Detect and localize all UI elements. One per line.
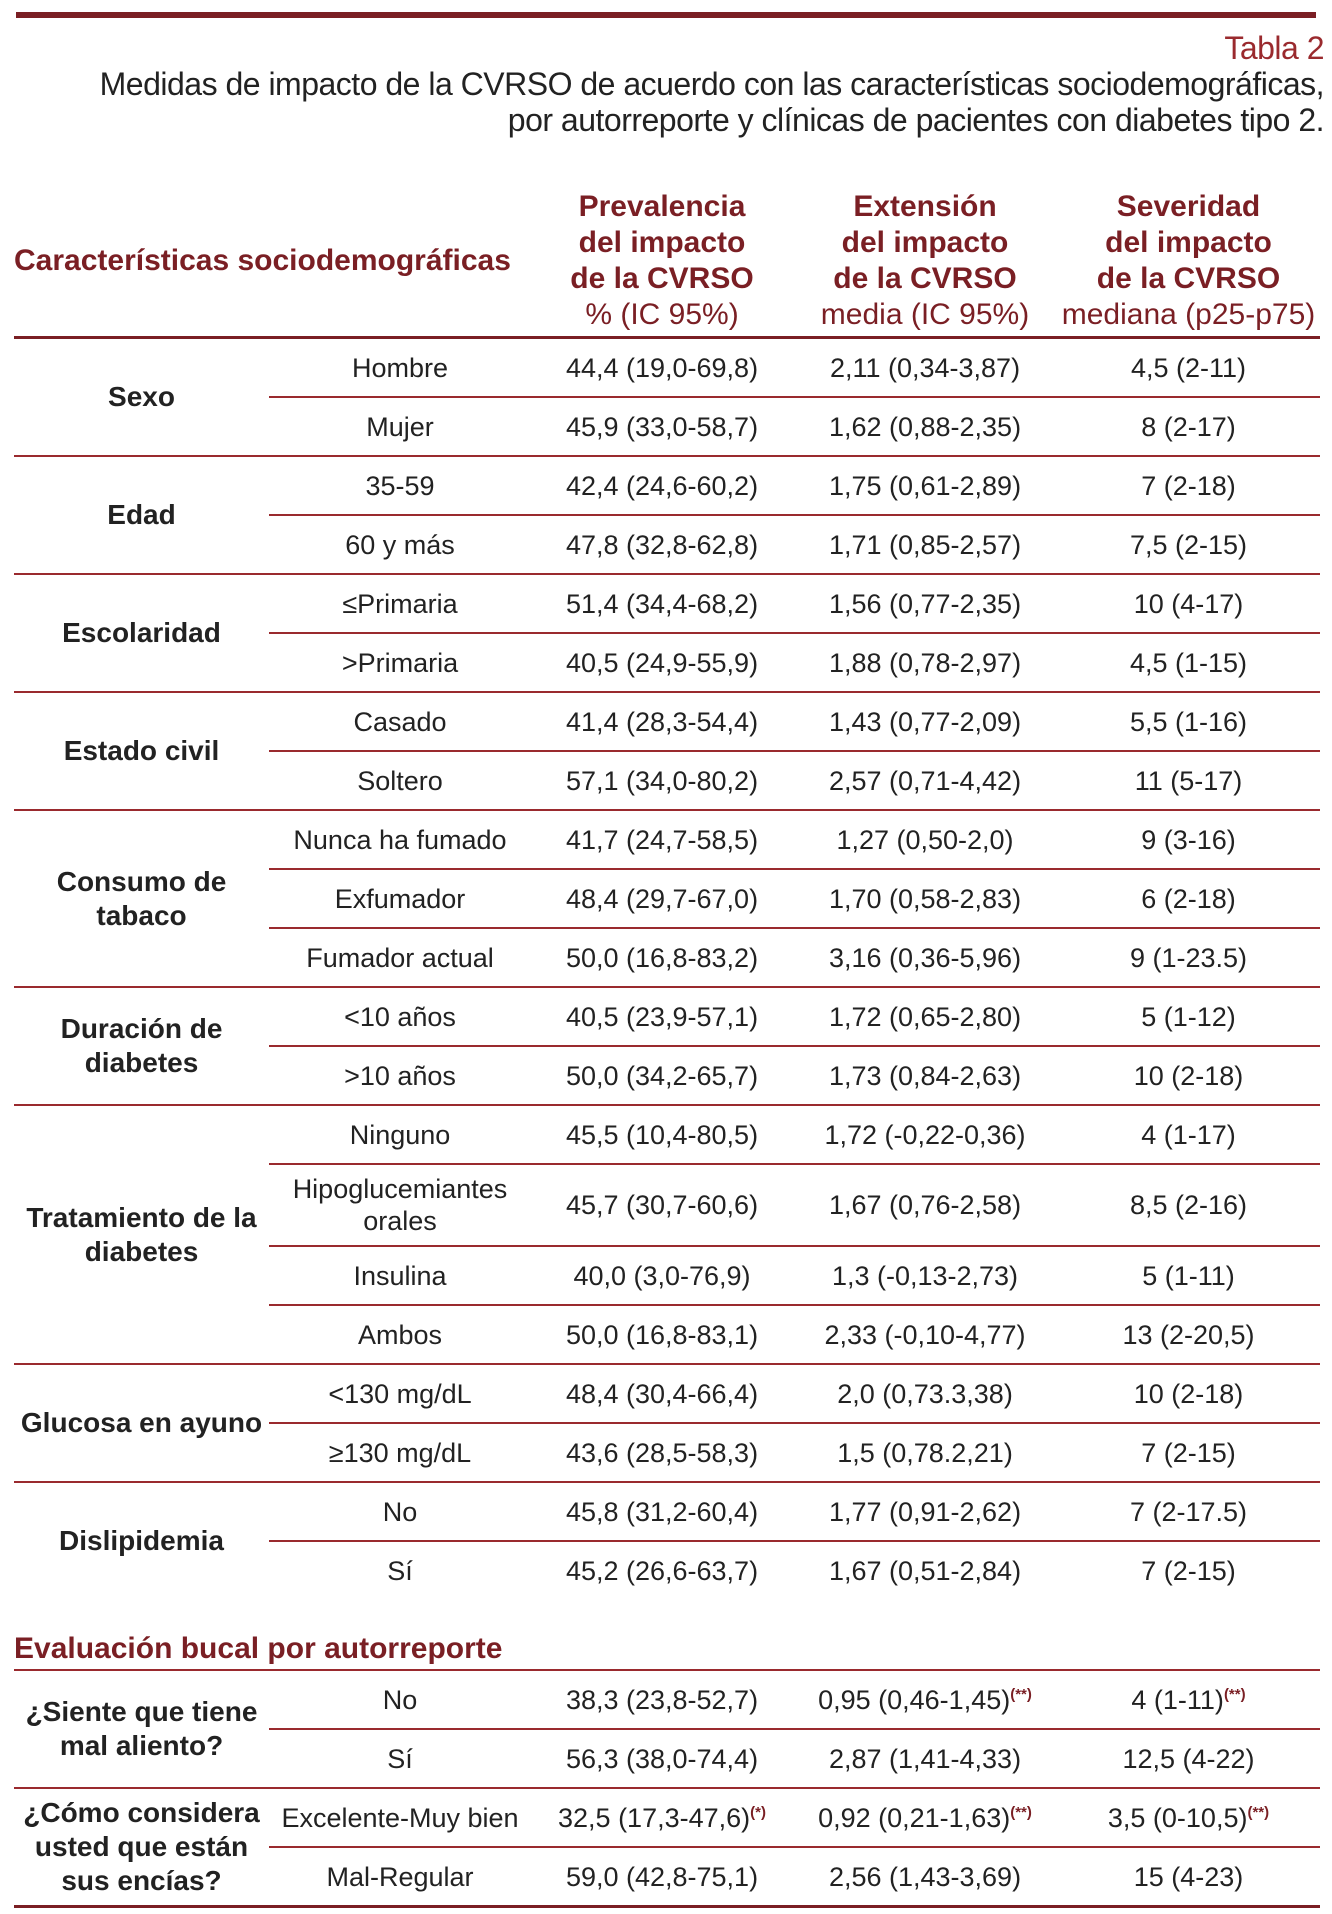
subcategory-cell: Excelente-Muy bien [269, 1788, 531, 1847]
severity-cell: 7 (2-17.5) [1057, 1482, 1320, 1541]
sociodemographic-label: Duración de diabetes [14, 987, 269, 1105]
subcategory-cell: Sí [269, 1541, 531, 1599]
subcategory-cell: Nunca ha fumado [269, 810, 531, 869]
prevalence-cell: 40,5 (24,9-55,9) [531, 633, 793, 692]
header-prevalence: Prevalencia del impacto de la CVRSO % (IC 95%) [531, 186, 793, 338]
subcategory-cell: Insulina [269, 1246, 531, 1305]
subcategory-cell: Sí [269, 1729, 531, 1788]
prevalence-cell: 50,0 (34,2-65,7) [531, 1046, 793, 1105]
table-number: Tabla 2 [1224, 30, 1324, 66]
header-row [14, 186, 1320, 338]
severity-cell: 7 (2-18) [1057, 456, 1320, 515]
prevalence-cell: 45,7 (30,7-60,6) [531, 1164, 793, 1246]
severity-cell: 7 (2-15) [1057, 1423, 1320, 1482]
top-rule [16, 12, 1316, 18]
sociodemographic-row [14, 1482, 1320, 1541]
severity-cell: 6 (2-18) [1057, 869, 1320, 928]
header-severity: Severidad del impacto de la CVRSO mediana (p25-p75) [1057, 186, 1320, 338]
extension-cell: 3,16 (0,36-5,96) [793, 928, 1057, 987]
sociodemographic-row [14, 810, 1320, 869]
subcategory-cell: ≤Primaria [269, 574, 531, 633]
severity-cell: 9 (1-23.5) [1057, 928, 1320, 987]
significance-mark: (**) [1247, 1803, 1270, 1821]
extension-cell: 1,71 (0,85-2,57) [793, 515, 1057, 574]
severity-cell: 9 (3-16) [1057, 810, 1320, 869]
extension-cell: 1,3 (-0,13-2,73) [793, 1246, 1057, 1305]
sociodemographic-label: Glucosa en ayuno [14, 1364, 269, 1482]
prevalence-cell: 51,4 (34,4-68,2) [531, 574, 793, 633]
extension-cell: 1,70 (0,58-2,83) [793, 869, 1057, 928]
significance-mark: (**) [1010, 1803, 1032, 1821]
table-body [14, 338, 1320, 1907]
extension-cell: 2,11 (0,34-3,87) [793, 338, 1057, 398]
sociodemographic-label: Dislipidemia [14, 1482, 269, 1599]
subcategory-cell: >10 años [269, 1046, 531, 1105]
extension-cell: 2,57 (0,71-4,42) [793, 751, 1057, 810]
prevalence-cell: 56,3 (38,0-74,4) [531, 1729, 793, 1788]
sociodemographic-label: Sexo [14, 338, 269, 457]
section-row [14, 1599, 1320, 1670]
severity-cell: 3,5 (0-10,5)(**) [1057, 1788, 1320, 1847]
prevalence-cell: 43,6 (28,5-58,3) [531, 1423, 793, 1482]
extension-cell: 1,72 (0,65-2,80) [793, 987, 1057, 1046]
prevalence-cell: 45,2 (26,6-63,7) [531, 1541, 793, 1599]
extension-cell: 1,43 (0,77-2,09) [793, 692, 1057, 751]
header-characteristics: Características sociodemográficas [14, 244, 511, 277]
severity-cell: 10 (2-18) [1057, 1046, 1320, 1105]
prevalence-cell: 57,1 (34,0-80,2) [531, 751, 793, 810]
sociodemographic-label: Consumo de tabaco [14, 810, 269, 987]
significance-mark: (**) [1223, 1685, 1246, 1703]
severity-cell: 7 (2-15) [1057, 1541, 1320, 1599]
prevalence-cell: 40,5 (23,9-57,1) [531, 987, 793, 1046]
subcategory-cell: <10 años [269, 987, 531, 1046]
subcategory-cell: Casado [269, 692, 531, 751]
severity-cell: 8,5 (2-16) [1057, 1164, 1320, 1246]
subcategory-cell: Ninguno [269, 1105, 531, 1164]
subcategory-cell: Soltero [269, 751, 531, 810]
sociodemographic-row [14, 456, 1320, 515]
extension-cell: 0,95 (0,46-1,45)(**) [793, 1670, 1057, 1729]
extension-cell: 1,56 (0,77-2,35) [793, 574, 1057, 633]
prevalence-cell: 32,5 (17,3-47,6)(*) [531, 1788, 793, 1847]
extension-cell: 2,87 (1,41-4,33) [793, 1729, 1057, 1788]
prevalence-cell: 50,0 (16,8-83,1) [531, 1305, 793, 1364]
header-extension-stat: media (IC 95%) [820, 298, 1030, 331]
extension-cell: 2,56 (1,43-3,69) [793, 1847, 1057, 1907]
severity-cell: 13 (2-20,5) [1057, 1305, 1320, 1364]
subcategory-cell: Hipoglucemiantes orales [269, 1164, 531, 1246]
prevalence-cell: 50,0 (16,8-83,2) [531, 928, 793, 987]
extension-cell: 0,92 (0,21-1,63)(**) [793, 1788, 1057, 1847]
subcategory-cell: Exfumador [269, 869, 531, 928]
prevalence-cell: 45,5 (10,4-80,5) [531, 1105, 793, 1164]
subcategory-cell: Ambos [269, 1305, 531, 1364]
subcategory-cell: Mal-Regular [269, 1847, 531, 1907]
prevalence-cell: 48,4 (30,4-66,4) [531, 1364, 793, 1423]
subcategory-cell: Fumador actual [269, 928, 531, 987]
sociodemographic-row [14, 338, 1320, 398]
subcategory-cell: 60 y más [269, 515, 531, 574]
prevalence-cell: 41,4 (28,3-54,4) [531, 692, 793, 751]
sociodemographic-label: Escolaridad [14, 574, 269, 692]
extension-cell: 2,0 (0,73.3,38) [793, 1364, 1057, 1423]
sociodemographic-row [14, 692, 1320, 751]
sociodemographic-row [14, 1364, 1320, 1423]
severity-cell: 4,5 (2-11) [1057, 338, 1320, 398]
header-prevalence-stat: % (IC 95%) [585, 298, 739, 331]
severity-cell: 10 (4-17) [1057, 574, 1320, 633]
extension-cell: 1,67 (0,76-2,58) [793, 1164, 1057, 1246]
severity-cell: 15 (4-23) [1057, 1847, 1320, 1907]
sociodemographic-label: Tratamiento de la diabetes [14, 1105, 269, 1364]
severity-cell: 5 (1-11) [1057, 1246, 1320, 1305]
subcategory-cell: 35-59 [269, 456, 531, 515]
sociodemographic-row [14, 574, 1320, 633]
table-caption [44, 30, 1324, 138]
prevalence-cell: 48,4 (29,7-67,0) [531, 869, 793, 928]
impact-table [14, 186, 1320, 1908]
severity-cell: 4 (1-11)(**) [1057, 1670, 1320, 1729]
extension-cell: 1,5 (0,78.2,21) [793, 1423, 1057, 1482]
extension-cell: 1,27 (0,50-2,0) [793, 810, 1057, 869]
severity-cell: 4 (1-17) [1057, 1105, 1320, 1164]
subcategory-cell: No [269, 1670, 531, 1729]
prevalence-cell: 47,8 (32,8-62,8) [531, 515, 793, 574]
sociodemographic-row [14, 1105, 1320, 1164]
oral-label: ¿Cómo considera usted que están sus encías? [14, 1788, 269, 1907]
prevalence-cell: 42,4 (24,6-60,2) [531, 456, 793, 515]
subcategory-cell: ≥130 mg/dL [269, 1423, 531, 1482]
subcategory-cell: Mujer [269, 397, 531, 456]
sociodemographic-row [14, 987, 1320, 1046]
prevalence-cell: 59,0 (42,8-75,1) [531, 1847, 793, 1907]
extension-cell: 1,67 (0,51-2,84) [793, 1541, 1057, 1599]
subcategory-cell: No [269, 1482, 531, 1541]
severity-cell: 5 (1-12) [1057, 987, 1320, 1046]
severity-cell: 12,5 (4-22) [1057, 1729, 1320, 1788]
extension-cell: 1,88 (0,78-2,97) [793, 633, 1057, 692]
header-extension: Extensión del impacto de la CVRSO media (IC 95%) [793, 186, 1057, 338]
section-oral-title: Evaluación bucal por autorreporte [14, 1599, 1320, 1670]
extension-cell: 1,73 (0,84-2,63) [793, 1046, 1057, 1105]
significance-mark: (**) [1010, 1685, 1032, 1703]
caption-line-1: Medidas de impacto de la CVRSO de acuerdo con las características sociodemográficas, [99, 66, 1324, 102]
severity-cell: 5,5 (1-16) [1057, 692, 1320, 751]
prevalence-cell: 45,9 (33,0-58,7) [531, 397, 793, 456]
sociodemographic-label: Estado civil [14, 692, 269, 810]
severity-cell: 8 (2-17) [1057, 397, 1320, 456]
prevalence-cell: 38,3 (23,8-52,7) [531, 1670, 793, 1729]
subcategory-cell: <130 mg/dL [269, 1364, 531, 1423]
severity-cell: 4,5 (1-15) [1057, 633, 1320, 692]
oral-row [14, 1670, 1320, 1729]
header-severity-stat: mediana (p25-p75) [1061, 298, 1316, 331]
extension-cell: 2,33 (-0,10-4,77) [793, 1305, 1057, 1364]
sociodemographic-label: Edad [14, 456, 269, 574]
prevalence-cell: 40,0 (3,0-76,9) [531, 1246, 793, 1305]
prevalence-cell: 44,4 (19,0-69,8) [531, 338, 793, 398]
oral-row [14, 1788, 1320, 1847]
severity-cell: 11 (5-17) [1057, 751, 1320, 810]
prevalence-cell: 41,7 (24,7-58,5) [531, 810, 793, 869]
caption-line-2: por autorreporte y clínicas de pacientes con diabetes tipo 2. [507, 102, 1324, 138]
subcategory-cell: >Primaria [269, 633, 531, 692]
significance-mark: (*) [750, 1803, 766, 1821]
subcategory-cell: Hombre [269, 338, 531, 398]
extension-cell: 1,77 (0,91-2,62) [793, 1482, 1057, 1541]
extension-cell: 1,62 (0,88-2,35) [793, 397, 1057, 456]
severity-cell: 7,5 (2-15) [1057, 515, 1320, 574]
oral-label: ¿Siente que tiene mal aliento? [14, 1670, 269, 1788]
severity-cell: 10 (2-18) [1057, 1364, 1320, 1423]
extension-cell: 1,75 (0,61-2,89) [793, 456, 1057, 515]
prevalence-cell: 45,8 (31,2-60,4) [531, 1482, 793, 1541]
extension-cell: 1,72 (-0,22-0,36) [793, 1105, 1057, 1164]
